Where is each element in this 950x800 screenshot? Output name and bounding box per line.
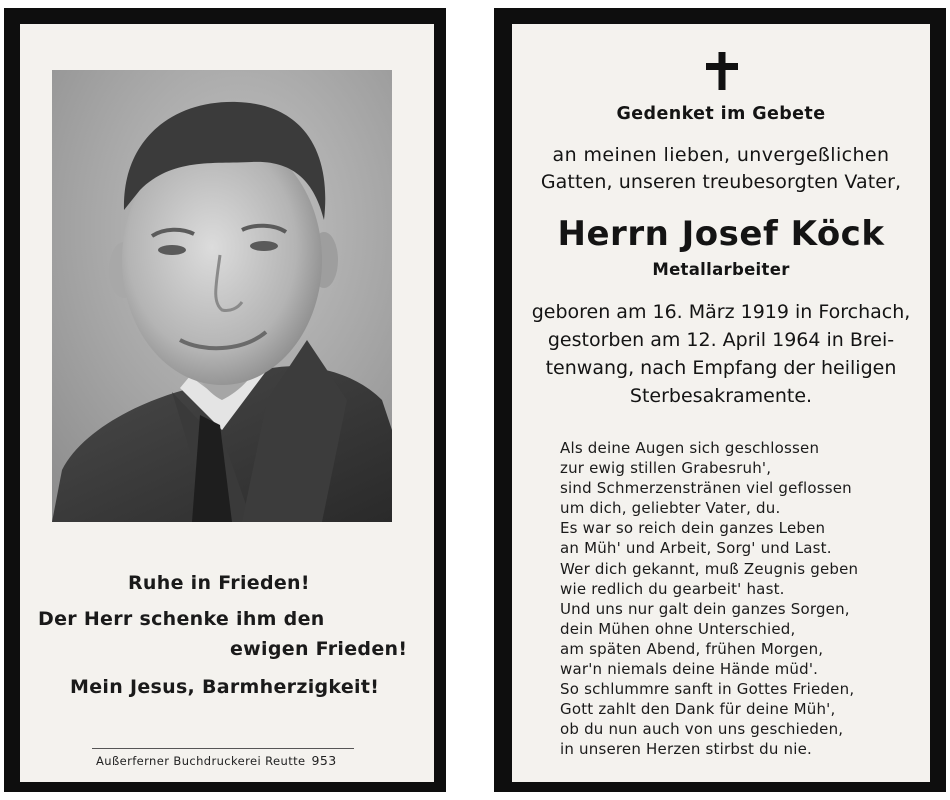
memorial-card-left	[4, 8, 446, 792]
verse-line-rest-in-peace: Ruhe in Frieden!	[128, 572, 310, 594]
memorial-heading: Gedenket im Gebete	[616, 104, 826, 124]
cross-icon	[698, 46, 746, 94]
poem-line: an Müh' und Arbeit, Sorg' und Last.	[560, 539, 832, 558]
poem-line: So schlummre sanft in Gottes Frieden,	[560, 680, 855, 699]
right-card-page	[512, 24, 930, 782]
deceased-name: Herrn Josef Köck	[557, 214, 885, 254]
intro-line-2: Gatten, unseren treubesorgten Vater,	[540, 171, 902, 193]
memorial-poem	[560, 438, 920, 760]
poem-line: dein Mühen ohne Unterschied,	[560, 619, 796, 638]
poem-line: Als deine Augen sich geschlossen	[560, 439, 820, 457]
verse-line-lord-grant: Der Herr schenke ihm den	[38, 608, 325, 630]
poem-line: war'n niemals deine Hände müd'.	[560, 660, 819, 679]
memorial-card-right	[494, 8, 946, 792]
verse-line-eternal-peace: ewigen Frieden!	[230, 638, 408, 660]
printer-divider	[92, 748, 354, 749]
portrait-photo	[52, 70, 392, 522]
poem-line: Gott zahlt den Dank für deine Müh',	[560, 700, 836, 719]
poem-line: zur ewig stillen Grabesruh',	[560, 459, 772, 478]
printer-name: Außerferner Buchdruckerei Reutte	[96, 754, 306, 768]
poem-line: Und uns nur galt dein ganzes Sorgen,	[560, 599, 850, 618]
bio-line-place: tenwang, nach Empfang der heiligen	[545, 357, 897, 379]
poem-line: um dich, geliebter Vater, du.	[560, 499, 781, 518]
printer-number: 953	[311, 753, 337, 768]
verse-line-mercy: Mein Jesus, Barmherzigkeit!	[70, 676, 380, 698]
bio-line-died: gestorben am 12. April 1964 in Brei-	[547, 329, 895, 351]
poem-line: am späten Abend, frühen Morgen,	[560, 639, 824, 658]
poem-line: in unseren Herzen stirbst du nie.	[560, 740, 812, 759]
poem-line: ob du nun auch von uns geschieden,	[560, 720, 844, 739]
poem-line: Wer dich gekannt, muß Zeugnis geben	[560, 559, 859, 578]
poem-line: sind Schmerzenstränen viel geflossen	[560, 479, 852, 498]
bio-line-born: geboren am 16. März 1919 in Forchach,	[531, 301, 911, 323]
left-card-page	[20, 24, 434, 782]
bio-line-sacraments: Sterbesakramente.	[629, 385, 813, 407]
poem-line: Es war so reich dein ganzes Leben	[560, 519, 826, 538]
deceased-occupation: Metallarbeiter	[652, 260, 790, 279]
poem-line: wie redlich du gearbeit' hast.	[560, 579, 785, 598]
intro-line-1: an meinen lieben, unvergeßlichen	[552, 144, 890, 166]
printer-imprint	[96, 753, 337, 768]
portrait-image	[52, 70, 392, 522]
